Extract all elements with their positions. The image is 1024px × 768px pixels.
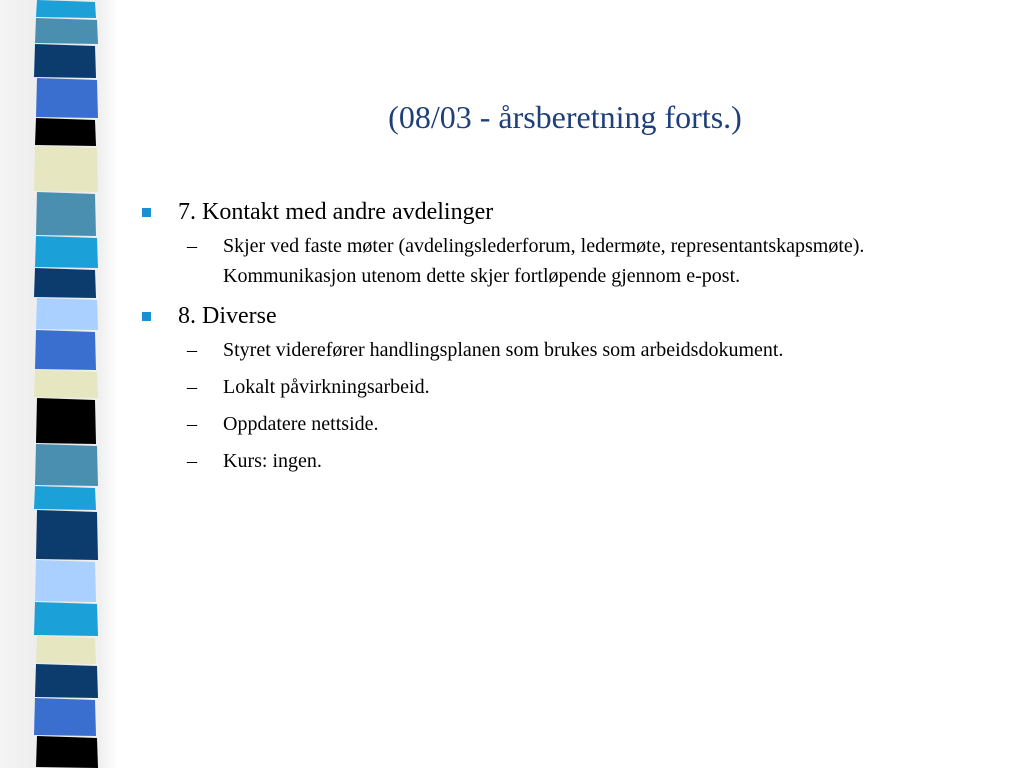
stripe-segment — [36, 298, 98, 330]
stripe-segment — [36, 0, 96, 18]
stripe-segment — [35, 560, 96, 602]
en-dash-icon: – — [187, 450, 197, 472]
sub-item — [140, 372, 1000, 402]
square-bullet-icon — [142, 208, 151, 217]
sub-item-text: Oppdatere nettside. — [223, 413, 379, 435]
stripe-segment — [35, 330, 96, 370]
en-dash-icon: – — [187, 235, 197, 257]
stripe-segment — [34, 486, 96, 510]
section-label: 7. Kontakt med andre avdelinger — [178, 199, 494, 225]
stripe-segment — [36, 78, 98, 118]
stripe-segment — [34, 44, 96, 78]
stripe-segment — [35, 18, 98, 44]
sub-item-text: Lokalt påvirkningsarbeid. — [223, 376, 430, 398]
sub-item — [140, 231, 1000, 291]
section-8 — [140, 300, 1000, 476]
sub-item — [140, 446, 1000, 476]
stripe-segment — [36, 398, 96, 444]
en-dash-icon: – — [187, 413, 197, 435]
slide-content — [140, 196, 1000, 485]
striped-column-decoration — [0, 0, 118, 768]
en-dash-icon: – — [187, 376, 197, 398]
stripe-segment — [35, 118, 96, 146]
stripe-segment — [34, 268, 96, 298]
stripe-segment — [34, 602, 98, 636]
section-label: 8. Diverse — [178, 303, 277, 329]
stripe-segment — [34, 698, 96, 736]
bullet-item-section-7 — [140, 196, 1000, 228]
stripe-segment — [34, 146, 98, 192]
stripe-segment — [34, 370, 98, 398]
slide-title: (08/03 - årsberetning forts.) — [388, 99, 742, 135]
stripe-segment — [35, 664, 98, 698]
stripe-segment — [36, 636, 96, 664]
sub-list — [140, 231, 1000, 291]
sub-item — [140, 409, 1000, 439]
section-7 — [140, 196, 1000, 291]
stripe-segment — [35, 236, 98, 268]
bullet-item-section-8 — [140, 300, 1000, 332]
stripe-segment — [36, 736, 98, 768]
sub-item-text: Skjer ved faste møter (avdelingslederforum, ledermøte, representantskapsmøte). Kommunikasjon utenom dette skjer fortløpende gjennom e-post. — [223, 235, 865, 287]
sub-item — [140, 335, 1000, 365]
square-bullet-icon — [142, 312, 151, 321]
stripe-segment — [36, 510, 98, 560]
en-dash-icon: – — [187, 339, 197, 361]
sub-list — [140, 335, 1000, 476]
sub-item-text: Styret viderefører handlingsplanen som brukes som arbeidsdokument. — [223, 339, 784, 361]
sub-item-text: Kurs: ingen. — [223, 450, 322, 472]
stripe-segment — [36, 192, 96, 236]
stripe-segment — [35, 444, 98, 486]
